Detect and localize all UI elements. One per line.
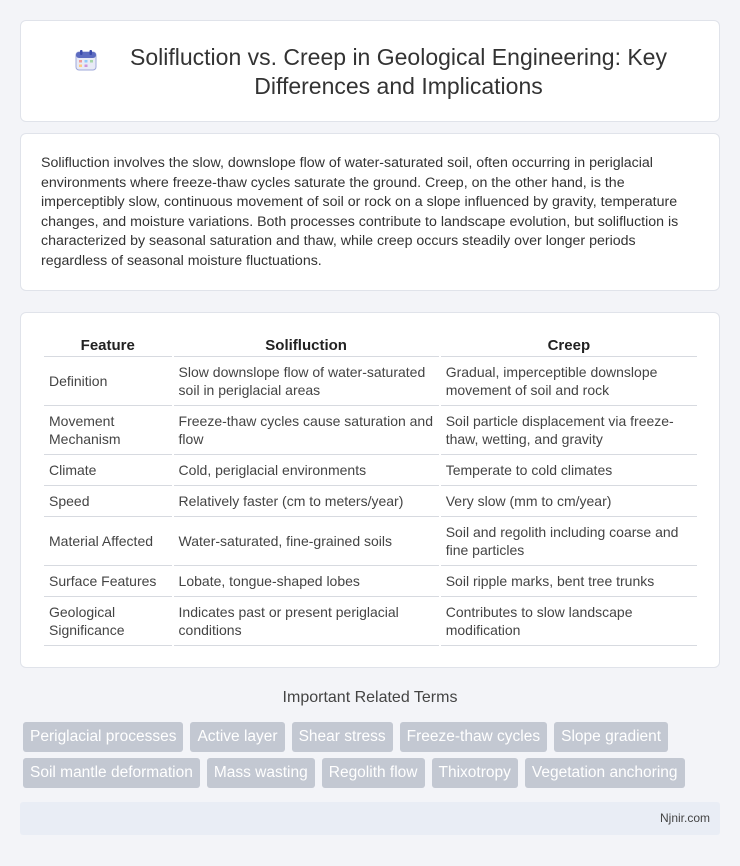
tag-regolith-flow[interactable]: Regolith flow [322,758,425,788]
header-solifluction: Solifluction [174,335,439,357]
row-solifluction: Lobate, tongue-shaped lobes [174,566,439,597]
row-creep: Very slow (mm to cm/year) [441,486,697,517]
row-solifluction: Freeze-thaw cycles cause saturation and flow [174,406,439,455]
comparison-table [42,335,699,646]
table-row [44,406,697,455]
row-creep: Gradual, imperceptible downslope movement of soil and rock [441,357,697,406]
row-solifluction: Cold, periglacial environments [174,455,439,486]
table-header-row [44,335,697,357]
tag-active-layer[interactable]: Active layer [190,722,284,752]
row-creep: Temperate to cold climates [441,455,697,486]
row-creep: Soil ripple marks, bent tree trunks [441,566,697,597]
tag-slope-gradient[interactable]: Slope gradient [554,722,668,752]
row-creep: Soil particle displacement via freeze-thaw, wetting, and gravity [441,406,697,455]
row-feature: Surface Features [44,566,172,597]
row-feature: Climate [44,455,172,486]
tag-soil-mantle-deformation[interactable]: Soil mantle deformation [23,758,200,788]
row-solifluction: Water-saturated, fine-grained soils [174,517,439,566]
row-feature: Material Affected [44,517,172,566]
page-title: Solifluction vs. Creep in Geological Engineering: Key Differences and Implications [130,44,667,99]
row-creep: Contributes to slow landscape modification [441,597,697,646]
intro-card [20,133,720,291]
tag-mass-wasting[interactable]: Mass wasting [207,758,315,788]
row-feature: Definition [44,357,172,406]
table-row [44,566,697,597]
comparison-card [20,312,720,668]
footer-site-link[interactable]: Njnir.com [659,811,710,825]
tag-row-2 [23,758,723,788]
related-terms-tags [23,722,723,794]
intro-paragraph: Solifluction involves the slow, downslope flow of water-saturated soil, often occurring in periglacial environments where freeze-thaw cycles saturate the ground. Creep, on the other hand, is the imperceptibly slow, continuous movement of soil or rock on a slope influenced by gravity, temperature changes, and moisture variations. Both processes contribute to landscape evolution, but solifluction is characterized by seasonal saturation and thaw, while creep occurs steadily over longer periods regardless of seasonal moisture fluctuations. [41,155,679,269]
row-creep: Soil and regolith including coarse and fine particles [441,517,697,566]
row-feature: Movement Mechanism [44,406,172,455]
table-row [44,517,697,566]
row-solifluction: Slow downslope flow of water-saturated soil in periglacial areas [174,357,439,406]
tag-thixotropy[interactable]: Thixotropy [432,758,518,788]
row-feature: Geological Significance [44,597,172,646]
tag-row-1 [23,722,723,752]
row-feature: Speed [44,486,172,517]
table-row [44,455,697,486]
table-row [44,486,697,517]
header-feature: Feature [44,335,172,357]
tag-vegetation-anchoring[interactable]: Vegetation anchoring [525,758,685,788]
table-row [44,597,697,646]
tag-shear-stress[interactable]: Shear stress [292,722,393,752]
row-solifluction: Indicates past or present periglacial conditions [174,597,439,646]
tag-freeze-thaw-cycles[interactable]: Freeze-thaw cycles [400,722,548,752]
calendar-icon [74,48,98,72]
table-row [44,357,697,406]
header-creep: Creep [441,335,697,357]
title-card [20,20,720,122]
tag-periglacial-processes[interactable]: Periglacial processes [23,722,183,752]
row-solifluction: Relatively faster (cm to meters/year) [174,486,439,517]
footer [20,802,720,835]
related-terms-title: Important Related Terms [282,689,458,706]
title-wrap [21,43,721,101]
